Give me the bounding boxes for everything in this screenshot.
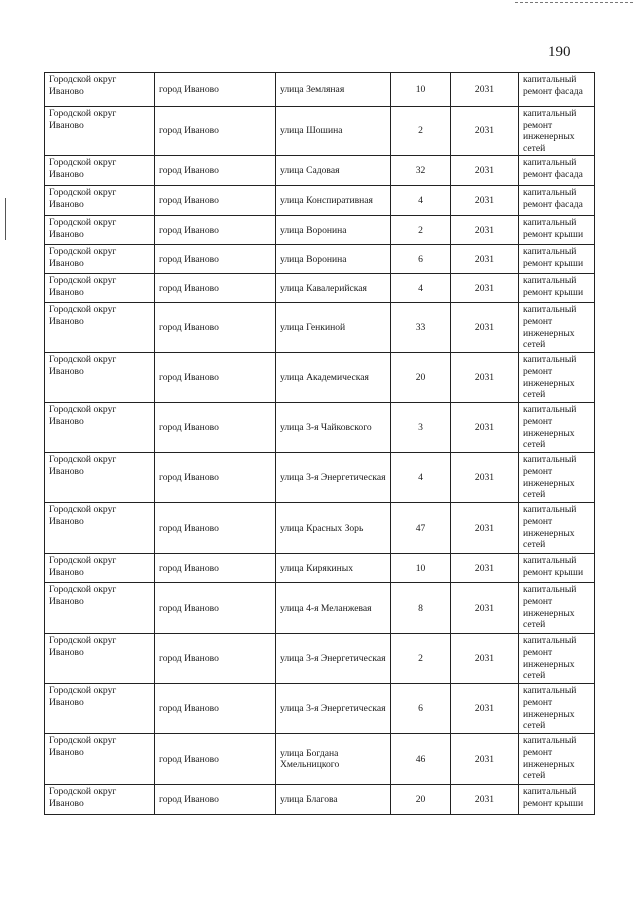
table-row bbox=[45, 73, 595, 107]
house-number-cell: 32 bbox=[391, 156, 451, 186]
street-cell: улица Генкиной bbox=[276, 303, 391, 353]
street-cell: улица Конспиративная bbox=[276, 186, 391, 216]
table-row bbox=[45, 634, 595, 684]
district-cell: Городской округ Иваново bbox=[45, 156, 155, 186]
house-number-cell: 6 bbox=[391, 245, 451, 274]
year-cell: 2031 bbox=[451, 216, 519, 245]
work-type-cell: капитальный ремонт инженерных сетей bbox=[519, 734, 595, 785]
district-cell: Городской округ Иваново bbox=[45, 403, 155, 453]
work-type-cell: капитальный ремонт инженерных сетей bbox=[519, 303, 595, 353]
year-cell: 2031 bbox=[451, 156, 519, 186]
house-number-cell: 2 bbox=[391, 216, 451, 245]
work-type-cell: капитальный ремонт крыши bbox=[519, 554, 595, 583]
district-cell: Городской округ Иваново bbox=[45, 634, 155, 684]
street-cell: улица 3-я Энергетическая bbox=[276, 453, 391, 503]
table-row bbox=[45, 107, 595, 156]
work-type-cell: капитальный ремонт крыши bbox=[519, 245, 595, 274]
year-cell: 2031 bbox=[451, 73, 519, 107]
street-cell: улица Благова bbox=[276, 785, 391, 815]
city-cell: город Иваново bbox=[155, 785, 276, 815]
work-type-cell: капитальный ремонт инженерных сетей bbox=[519, 583, 595, 634]
table-row bbox=[45, 684, 595, 734]
year-cell: 2031 bbox=[451, 634, 519, 684]
work-type-cell: капитальный ремонт крыши bbox=[519, 274, 595, 303]
district-cell: Городской округ Иваново bbox=[45, 453, 155, 503]
district-cell: Городской округ Иваново bbox=[45, 583, 155, 634]
district-cell: Городской округ Иваново bbox=[45, 274, 155, 303]
table-row bbox=[45, 156, 595, 186]
work-type-cell: капитальный ремонт фасада bbox=[519, 73, 595, 107]
city-cell: город Иваново bbox=[155, 734, 276, 785]
house-number-cell: 8 bbox=[391, 583, 451, 634]
street-cell: улица Воронина bbox=[276, 245, 391, 274]
year-cell: 2031 bbox=[451, 684, 519, 734]
district-cell: Городской округ Иваново bbox=[45, 303, 155, 353]
table-row bbox=[45, 583, 595, 634]
house-number-cell: 20 bbox=[391, 785, 451, 815]
work-type-cell: капитальный ремонт фасада bbox=[519, 186, 595, 216]
house-number-cell: 2 bbox=[391, 107, 451, 156]
work-type-cell: капитальный ремонт инженерных сетей bbox=[519, 453, 595, 503]
house-number-cell: 47 bbox=[391, 503, 451, 554]
district-cell: Городской округ Иваново bbox=[45, 554, 155, 583]
year-cell: 2031 bbox=[451, 503, 519, 554]
house-number-cell: 3 bbox=[391, 403, 451, 453]
district-cell: Городской округ Иваново bbox=[45, 73, 155, 107]
city-cell: город Иваново bbox=[155, 353, 276, 403]
district-cell: Городской округ Иваново bbox=[45, 107, 155, 156]
city-cell: город Иваново bbox=[155, 554, 276, 583]
city-cell: город Иваново bbox=[155, 186, 276, 216]
year-cell: 2031 bbox=[451, 245, 519, 274]
table-row bbox=[45, 554, 595, 583]
district-cell: Городской округ Иваново bbox=[45, 216, 155, 245]
year-cell: 2031 bbox=[451, 107, 519, 156]
table-row bbox=[45, 734, 595, 785]
street-cell: улица Богдана Хмельницкого bbox=[276, 734, 391, 785]
scan-top-rule bbox=[515, 2, 635, 3]
year-cell: 2031 bbox=[451, 734, 519, 785]
city-cell: город Иваново bbox=[155, 403, 276, 453]
street-cell: улица Шошина bbox=[276, 107, 391, 156]
house-number-cell: 20 bbox=[391, 353, 451, 403]
street-cell: улица Академическая bbox=[276, 353, 391, 403]
house-number-cell: 10 bbox=[391, 73, 451, 107]
work-type-cell: капитальный ремонт инженерных сетей bbox=[519, 353, 595, 403]
house-number-cell: 10 bbox=[391, 554, 451, 583]
year-cell: 2031 bbox=[451, 303, 519, 353]
year-cell: 2031 bbox=[451, 583, 519, 634]
work-type-cell: капитальный ремонт крыши bbox=[519, 785, 595, 815]
page-number: 190 bbox=[548, 44, 571, 60]
year-cell: 2031 bbox=[451, 554, 519, 583]
city-cell: город Иваново bbox=[155, 107, 276, 156]
work-type-cell: капитальный ремонт фасада bbox=[519, 156, 595, 186]
table-row bbox=[45, 503, 595, 554]
city-cell: город Иваново bbox=[155, 156, 276, 186]
street-cell: улица 3-я Энергетическая bbox=[276, 634, 391, 684]
table-row bbox=[45, 186, 595, 216]
house-number-cell: 2 bbox=[391, 634, 451, 684]
city-cell: город Иваново bbox=[155, 453, 276, 503]
street-cell: улица Садовая bbox=[276, 156, 391, 186]
repair-schedule-table bbox=[44, 72, 595, 815]
street-cell: улица Земляная bbox=[276, 73, 391, 107]
house-number-cell: 4 bbox=[391, 186, 451, 216]
year-cell: 2031 bbox=[451, 186, 519, 216]
work-type-cell: капитальный ремонт инженерных сетей bbox=[519, 503, 595, 554]
work-type-cell: капитальный ремонт инженерных сетей bbox=[519, 684, 595, 734]
street-cell: улица Красных Зорь bbox=[276, 503, 391, 554]
table-row bbox=[45, 403, 595, 453]
year-cell: 2031 bbox=[451, 403, 519, 453]
street-cell: улица 3-я Чайковского bbox=[276, 403, 391, 453]
city-cell: город Иваново bbox=[155, 274, 276, 303]
year-cell: 2031 bbox=[451, 785, 519, 815]
work-type-cell: капитальный ремонт крыши bbox=[519, 216, 595, 245]
year-cell: 2031 bbox=[451, 274, 519, 303]
street-cell: улица Воронина bbox=[276, 216, 391, 245]
table-body bbox=[45, 73, 595, 815]
work-type-cell: капитальный ремонт инженерных сетей bbox=[519, 107, 595, 156]
city-cell: город Иваново bbox=[155, 303, 276, 353]
table-row bbox=[45, 303, 595, 353]
street-cell: улица 4-я Меланжевая bbox=[276, 583, 391, 634]
street-cell: улица Кавалерийская bbox=[276, 274, 391, 303]
house-number-cell: 4 bbox=[391, 453, 451, 503]
city-cell: город Иваново bbox=[155, 634, 276, 684]
district-cell: Городской округ Иваново bbox=[45, 684, 155, 734]
street-cell: улица 3-я Энергетическая bbox=[276, 684, 391, 734]
table-row bbox=[45, 353, 595, 403]
table-row bbox=[45, 453, 595, 503]
district-cell: Городской округ Иваново bbox=[45, 503, 155, 554]
work-type-cell: капитальный ремонт инженерных сетей bbox=[519, 634, 595, 684]
house-number-cell: 4 bbox=[391, 274, 451, 303]
district-cell: Городской округ Иваново bbox=[45, 186, 155, 216]
city-cell: город Иваново bbox=[155, 503, 276, 554]
house-number-cell: 46 bbox=[391, 734, 451, 785]
district-cell: Городской округ Иваново bbox=[45, 785, 155, 815]
table-row bbox=[45, 216, 595, 245]
table-row bbox=[45, 245, 595, 274]
scan-margin-mark bbox=[5, 198, 6, 240]
table-row bbox=[45, 785, 595, 815]
district-cell: Городской округ Иваново bbox=[45, 245, 155, 274]
district-cell: Городской округ Иваново bbox=[45, 353, 155, 403]
house-number-cell: 6 bbox=[391, 684, 451, 734]
house-number-cell: 33 bbox=[391, 303, 451, 353]
street-cell: улица Кирякиных bbox=[276, 554, 391, 583]
year-cell: 2031 bbox=[451, 453, 519, 503]
city-cell: город Иваново bbox=[155, 583, 276, 634]
city-cell: город Иваново bbox=[155, 684, 276, 734]
city-cell: город Иваново bbox=[155, 73, 276, 107]
city-cell: город Иваново bbox=[155, 216, 276, 245]
table-row bbox=[45, 274, 595, 303]
district-cell: Городской округ Иваново bbox=[45, 734, 155, 785]
year-cell: 2031 bbox=[451, 353, 519, 403]
work-type-cell: капитальный ремонт инженерных сетей bbox=[519, 403, 595, 453]
city-cell: город Иваново bbox=[155, 245, 276, 274]
